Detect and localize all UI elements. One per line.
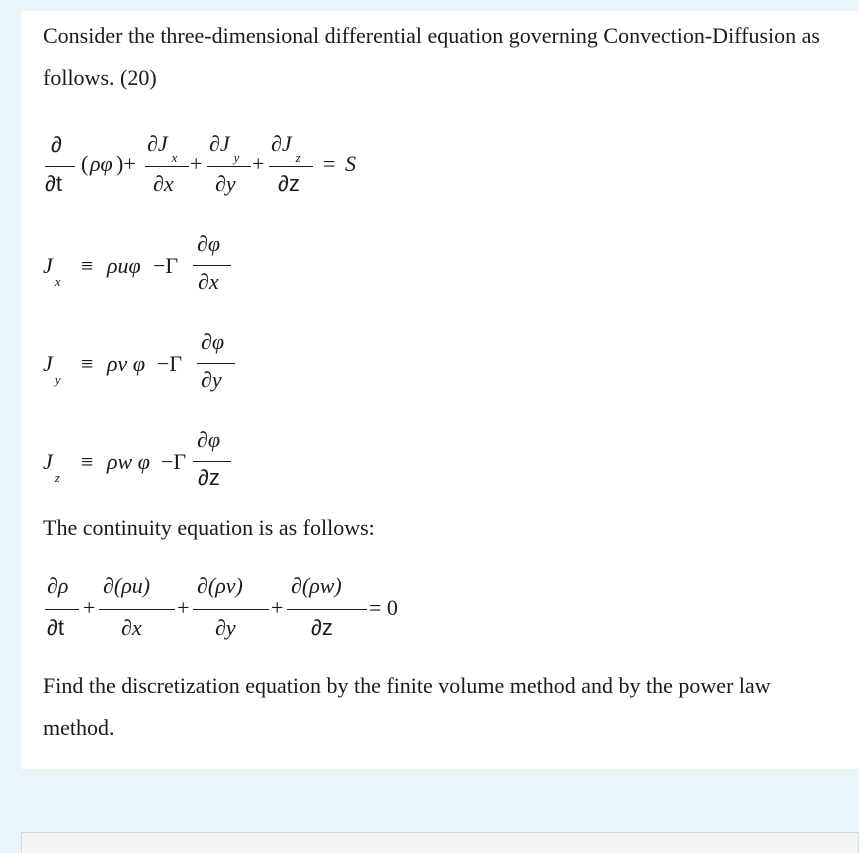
equation-flux-z: $J_z$ ≡ ρw φ −Γ ∂φ ∂z (43, 429, 263, 499)
equation-flux-y: $J_y$ ≡ ρv φ −Γ ∂φ ∂y (43, 331, 263, 401)
answer-box[interactable] (21, 832, 859, 853)
question-intro: Consider the three-dimensional differential equation governing Convection-Diffusion as follows. (20) (43, 23, 820, 90)
question-task: Find the discretization equation by the finite volume method and by the power law method. (43, 673, 771, 740)
equation-flux-x: $J_x$ ≡ ρuφ −Γ ∂φ ∂x (43, 233, 263, 303)
continuity-intro: The continuity equation is as follows: (43, 515, 375, 540)
equation-continuity: ∂ρ ∂t + ∂(ρu) ∂x + ∂(ρv) ∂y + ∂(ρw) ∂z = 0 (47, 573, 398, 640)
question-card (21, 11, 859, 769)
equation-main-pde: ∂ ∂t ( ρφ )+ $\partial J_x$ ∂x + $\partial J_y$ ∂y + $\partial J_z$ ∂z = S (45, 131, 356, 196)
